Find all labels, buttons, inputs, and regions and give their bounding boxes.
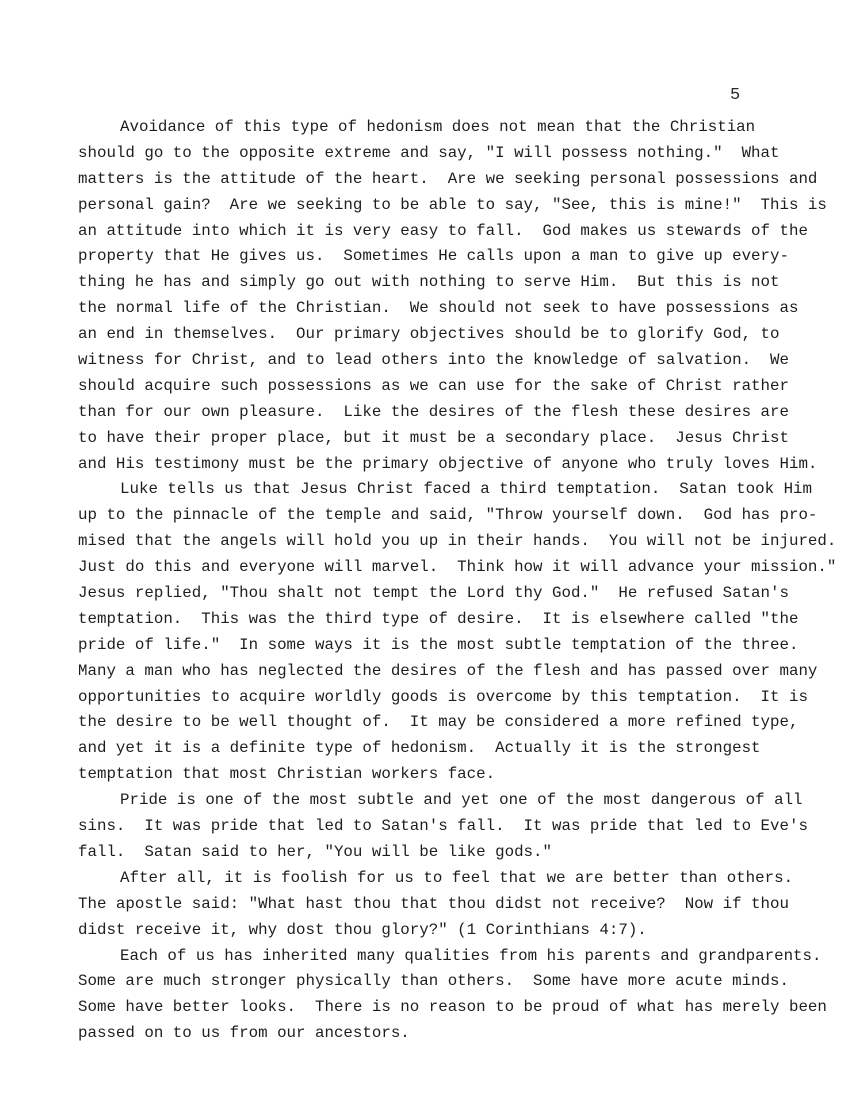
text-line: mised that the angels will hold you up in their hands. You will not be injured.	[78, 532, 837, 551]
paragraph	[78, 115, 836, 477]
text-line: thing he has and simply go out with nothing to serve Him. But this is not	[78, 273, 780, 292]
text-line: property that He gives us. Sometimes He calls upon a man to give up every-	[78, 247, 789, 266]
text-line: witness for Christ, and to lead others into the knowledge of salvation. We	[78, 351, 789, 370]
text-line: Some are much stronger physically than others. Some have more acute minds.	[78, 972, 789, 991]
text-line: temptation. This was the third type of desire. It is elsewhere called "the	[78, 609, 799, 628]
text-line: and yet it is a definite type of hedonism. Actually it is the strongest	[78, 739, 761, 758]
text-line: an attitude into which it is very easy to fall. God makes us stewards of the	[78, 221, 808, 240]
text-line: to have their proper place, but it must be a secondary place. Jesus Christ	[78, 428, 789, 447]
text-line: didst receive it, why dost thou glory?" (1 Corinthians 4:7).	[78, 920, 647, 939]
text-line: After all, it is foolish for us to feel that we are better than others.	[120, 868, 794, 887]
text-line: pride of life." In some ways it is the most subtle temptation of the three.	[78, 635, 799, 654]
paragraph	[78, 477, 836, 788]
text-line: Just do this and everyone will marvel. Think how it will advance your mission."	[78, 558, 837, 577]
text-line: The apostle said: "What hast thou that thou didst not receive? Now if thou	[78, 894, 789, 913]
text-line: should go to the opposite extreme and say, "I will possess nothing." What	[78, 143, 780, 162]
text-line: fall. Satan said to her, "You will be like gods."	[78, 842, 552, 861]
page-number: 5	[730, 86, 741, 105]
text-line: Avoidance of this type of hedonism does not mean that the Christian	[120, 118, 756, 136]
text-line: Jesus replied, "Thou shalt not tempt the Lord thy God." He refused Satan's	[78, 584, 789, 603]
text-line: opportunities to acquire worldly goods is overcome by this temptation. It is	[78, 687, 808, 706]
text-line: up to the pinnacle of the temple and said, "Throw yourself down. God has pro-	[78, 506, 818, 525]
text-line: temptation that most Christian workers face.	[78, 765, 496, 784]
paragraph	[78, 866, 836, 944]
text-line: Many a man who has neglected the desires of the flesh and has passed over many	[78, 661, 818, 680]
text-line: personal gain? Are we seeking to be able to say, "See, this is mine!" This is	[78, 195, 827, 214]
text-line: Luke tells us that Jesus Christ faced a third temptation. Satan took Him	[120, 480, 813, 499]
text-line: passed on to us from our ancestors.	[78, 1024, 410, 1043]
text-line: matters is the attitude of the heart. Are we seeking personal possessions and	[78, 169, 818, 188]
text-line: should acquire such possessions as we can use for the sake of Christ rather	[78, 376, 789, 395]
paragraph	[78, 944, 836, 1048]
text-line: the desire to be well thought of. It may be considered a more refined type,	[78, 713, 799, 732]
text-line: Some have better looks. There is no reason to be proud of what has merely been	[78, 998, 827, 1017]
text-line: the normal life of the Christian. We should not seek to have possessions as	[78, 299, 799, 318]
body-text	[78, 115, 836, 1047]
text-line: and His testimony must be the primary objective of anyone who truly loves Him.	[78, 454, 818, 473]
text-line: an end in themselves. Our primary objectives should be to glorify God, to	[78, 325, 780, 344]
paragraph	[78, 788, 836, 866]
text-line: than for our own pleasure. Like the desires of the flesh these desires are	[78, 402, 789, 421]
text-line: Pride is one of the most subtle and yet one of the most dangerous of all	[120, 791, 803, 810]
text-line: Each of us has inherited many qualities from his parents and grandparents.	[120, 946, 822, 965]
text-line: sins. It was pride that led to Satan's fall. It was pride that led to Eve's	[78, 817, 808, 836]
